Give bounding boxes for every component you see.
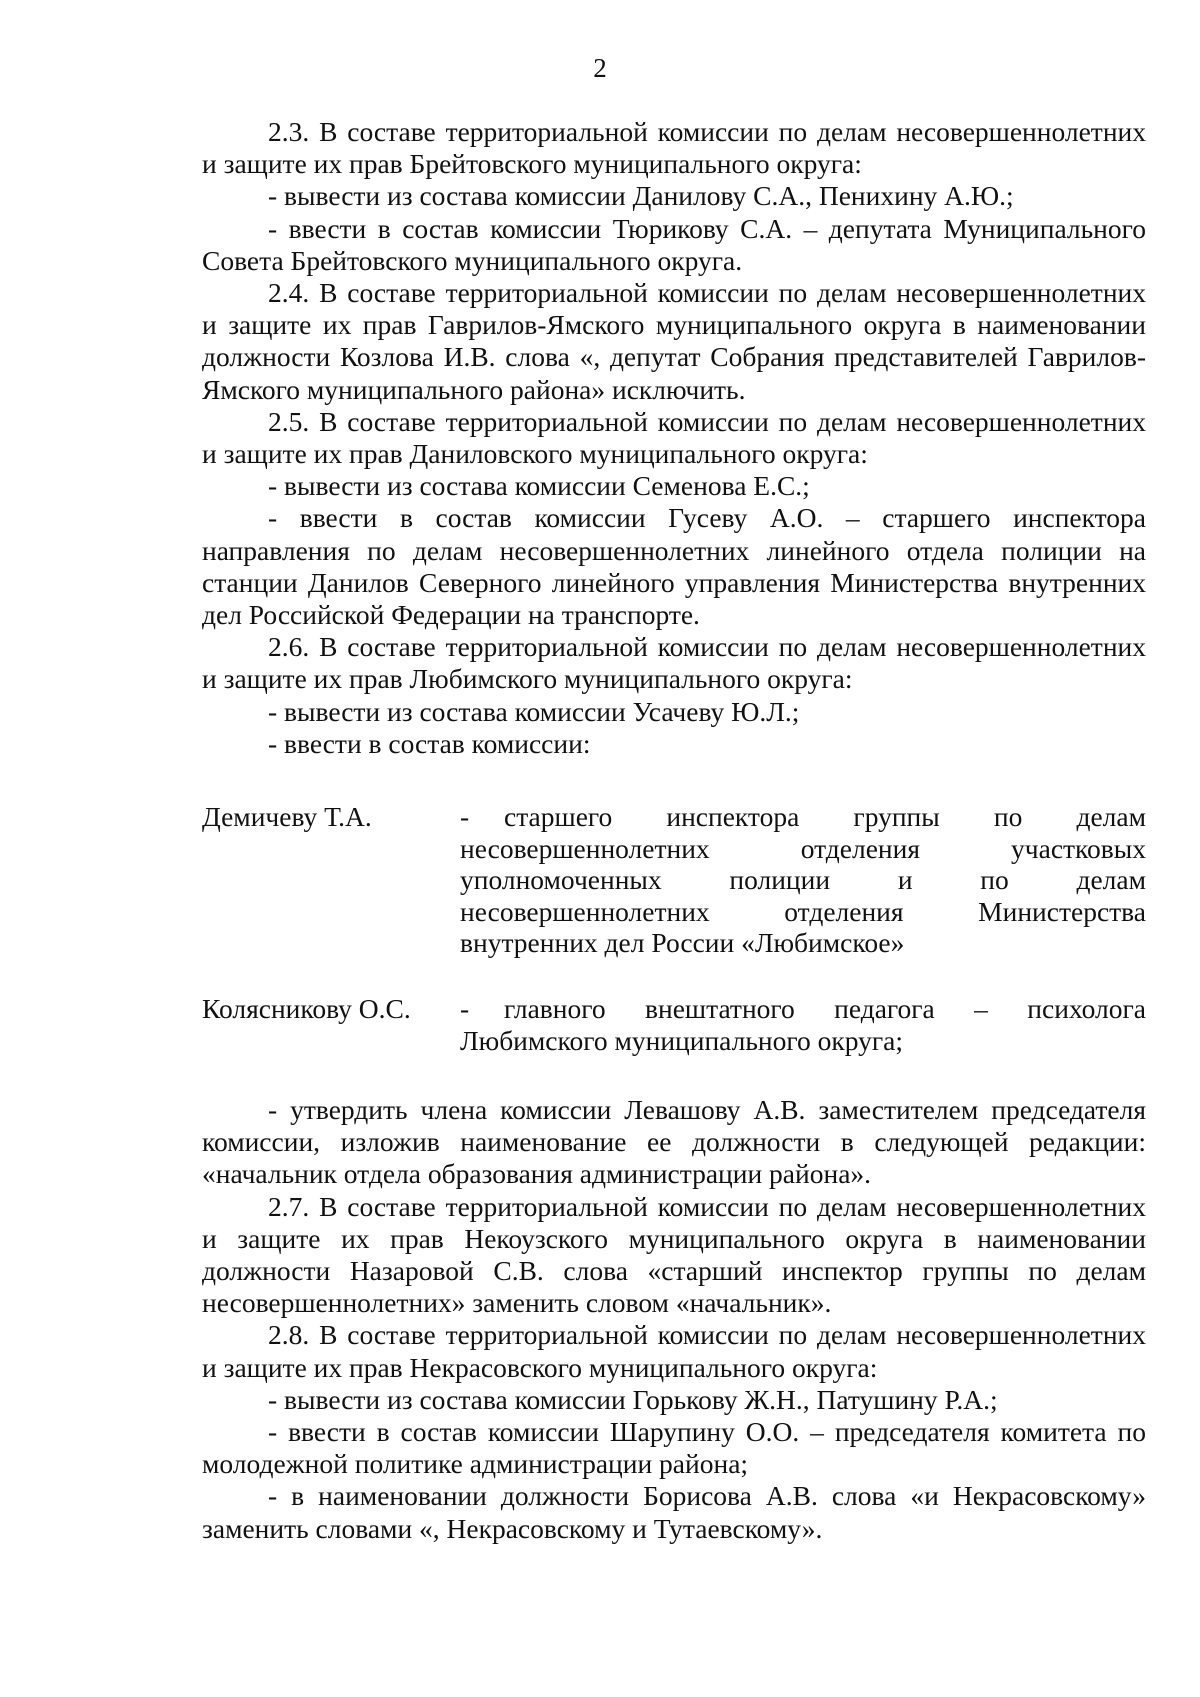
paragraph-2-6: 2.6. В составе территориальной комиссии по делам несовершеннолетних и защите их прав Любимского муниципального округа: xyxy=(202,631,1146,695)
paragraph-2-8-remove: - вывести из состава комиссии Горькову Ж.Н., Патушину Р.А.; xyxy=(268,1383,998,1415)
member-dash: - xyxy=(460,993,470,1024)
member-role: главного внештатного педагога – психолога Любимского муниципального округа; xyxy=(460,993,1146,1056)
top-text-block xyxy=(202,116,1146,760)
paragraph-2-6-add: - ввести в состав комиссии: xyxy=(268,727,591,759)
page-number: 2 xyxy=(593,53,607,83)
paragraph-2-7: 2.7. В составе территориальной комиссии по делам несовершеннолетних и защите их прав Некоузского муниципального округа в наименовании должности Назаровой С.В. слова «старший инспектор группы по делам несовершеннолетних» заменить словом «начальник». xyxy=(202,1190,1146,1319)
member-name: Демичеву Т.А. xyxy=(202,801,372,832)
bottom-text-block xyxy=(202,1094,1146,1545)
paragraph-2-8: 2.8. В составе территориальной комиссии по делам несовершеннолетних и защите их прав Некрасовского муниципального округа: xyxy=(202,1319,1146,1383)
paragraph-2-8-rename: - в наименовании должности Борисова А.В. слова «и Некрасовскому» заменить словами «, Некрасовскому и Тутаевскому». xyxy=(202,1480,1146,1544)
member-role: старшего инспектора группы по делам несовершеннолетних отделения участковых уполномоченных полиции и по делам несовершеннолетних отделения Министерства внутренних дел России «Любимское» xyxy=(460,801,1146,958)
paragraph-2-3: 2.3. В составе территориальной комиссии по делам несовершеннолетних и защите их прав Брейтовского муниципального округа: xyxy=(202,116,1146,180)
paragraph-2-5-remove: - вывести из состава комиссии Семенова Е.С.; xyxy=(268,470,810,502)
paragraph-2-8-add: - ввести в состав комиссии Шарупину О.О. – председателя комитета по молодежной политике администрации района; xyxy=(202,1416,1146,1480)
member-dash: - xyxy=(460,801,470,832)
member-name: Колясникову О.С. xyxy=(202,993,411,1024)
paragraph-2-5: 2.5. В составе территориальной комиссии по делам несовершеннолетних и защите их прав Даниловского муниципального округа: xyxy=(202,405,1146,470)
paragraph-2-3-remove: - вывести из состава комиссии Данилову С.А., Пенихину А.Ю.; xyxy=(268,180,1014,212)
paragraph-2-6-deputy: - утвердить члена комиссии Левашову А.В. заместителем председателя комиссии, изложив наименование ее должности в следующей редакции: «начальник отдела образования администрации района». xyxy=(202,1094,1146,1190)
paragraph-2-6-remove: - вывести из состава комиссии Усачеву Ю.Л.; xyxy=(268,695,800,727)
paragraph-2-5-add: - ввести в состав комиссии Гусеву А.О. – старшего инспектора направления по делам несовершеннолетних линейного отдела полиции на станции Данилов Северного линейного управления Министерства внутренних дел Российской Федерации на транспорте. xyxy=(202,502,1146,631)
paragraph-2-3-add: - ввести в состав комиссии Тюрикову С.А. – депутата Муниципального Совета Брейтовского муниципального округа. xyxy=(202,212,1146,276)
paragraph-2-4: 2.4. В составе территориальной комиссии по делам несовершеннолетних и защите их прав Гаврилов-Ямского муниципального округа в наименовании должности Козлова И.В. слова «, депутат Собрания представителей Гаврилов-Ямского муниципального района» исключить. xyxy=(202,277,1146,405)
